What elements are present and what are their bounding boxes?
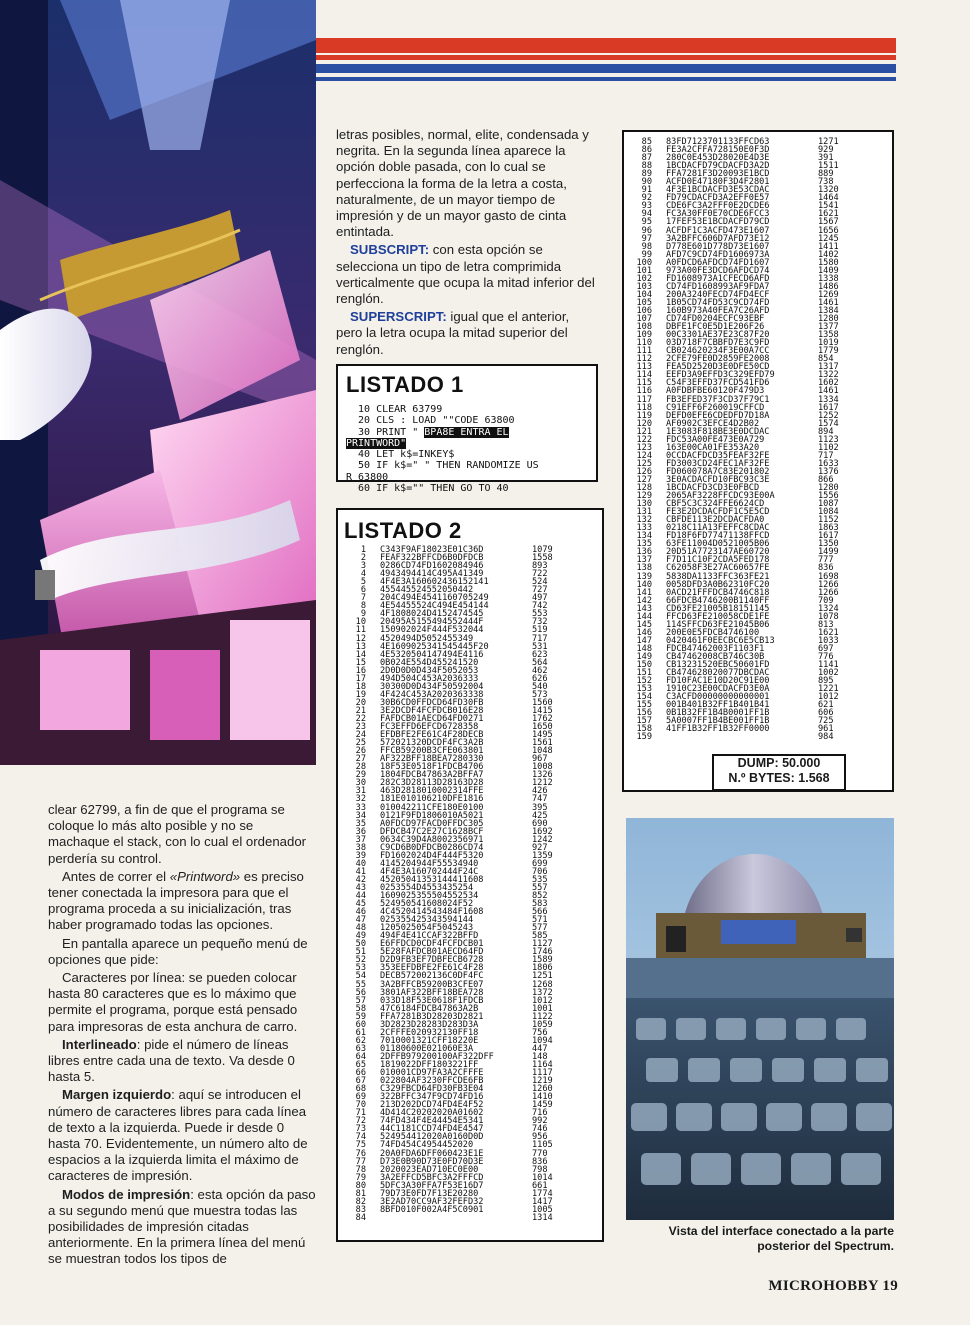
listing-row: 47 025355425343594144 571 bbox=[355, 915, 548, 926]
listing-row: 81 79D73E0FD7F13E20280 1774 bbox=[355, 1188, 553, 1199]
listing-row: 73 44C1181CCD74FD4E4547 746 bbox=[355, 1124, 548, 1135]
listing-row: 1 C343F9AF18023E01C36D 1079 bbox=[360, 545, 553, 555]
listado-2-box bbox=[336, 508, 604, 1242]
listing-row: 45 524950541608024F52 583 bbox=[355, 899, 548, 910]
listing-row: 35 A0FDCD97FACD0FFDC305 690 bbox=[355, 818, 548, 829]
listing-row: 9 4F1808024D4152474545 553 bbox=[360, 609, 548, 620]
photo-graphic bbox=[626, 818, 894, 1220]
listing-row: 149 CB47462008CB746C30B 776 bbox=[636, 652, 834, 662]
code-line: 60 IF k$="" THEN GO TO 40 bbox=[346, 483, 509, 495]
listing-row: 36 DFDCB47C2E27C1628BCF 1692 bbox=[355, 826, 553, 837]
listing-row: 67 022804AF3230FFCDE6FB 1219 bbox=[355, 1076, 553, 1087]
paragraph: Interlineado: pide el número de líneas libres entre cada una de texto. Va desde 0 hasta 5. bbox=[48, 1036, 295, 1085]
listing-row: 39 FD1602024D4F444F5320 1359 bbox=[355, 850, 553, 861]
listing-row: 126 FD060078A7C83E201802 1376 bbox=[636, 466, 839, 477]
listing-row: 151 CB474628020077DBCDAC 1002 bbox=[636, 668, 839, 679]
listing-row: 143 CD63FE21005B18151145 1324 bbox=[636, 603, 839, 614]
article-text-left bbox=[48, 802, 318, 1270]
listing-row: 5 4F4E3A160602436152141 524 bbox=[360, 577, 548, 588]
listing-row: 56 3801AF322BFF18BEA728 1372 bbox=[355, 987, 553, 998]
listing-row: 92 FD79CDACFD3A2EFF0E57 1464 bbox=[641, 193, 839, 204]
listado-1-box bbox=[336, 364, 598, 495]
magazine-name: MICROHOBBY bbox=[768, 1278, 879, 1294]
listing-row: 124 0CCDACFDCD35FEAF32FE 717 bbox=[636, 450, 834, 461]
listing-row: 129 2065AF3228FFCDC93E00A 1556 bbox=[636, 491, 839, 502]
listing-row: 87 280C0E453D28020E4D3E 391 bbox=[641, 153, 834, 164]
paragraph: SUBSCRIPT: con esta opción se selecciona un tipo de letra comprimida verticalmente que ocupa la mitad inferior del renglón. bbox=[336, 242, 595, 307]
listing-row: 27 AF322BFF18BEA7280330 967 bbox=[355, 754, 548, 765]
listing-row: 101 973A00FE3DCD6AFDCD74 1409 bbox=[636, 265, 839, 276]
listing-row: 66 010001CD97FA3A2CFFFE 1117 bbox=[355, 1068, 553, 1079]
dump-info-box bbox=[712, 754, 846, 791]
code-line: 30 PRINT " BPA8E ENTRA EL bbox=[346, 426, 509, 438]
listing-row: 41 4F4E3A160702444F24C 706 bbox=[355, 866, 548, 877]
listing-row: 139 5838DA1133FFC363FE21 1698 bbox=[636, 571, 839, 582]
listing-row: 75 74FD454C4954452020 1105 bbox=[355, 1140, 553, 1151]
listing-row: 125 FD3003CD24FEC1AF32FE 1633 bbox=[636, 458, 839, 469]
listing-row: 50 E6FFDCD0CDF4FCFDCB01 1127 bbox=[355, 939, 553, 950]
listing-row: 105 1B05CD74FD53C9CD74FD 1461 bbox=[636, 297, 839, 308]
listing-row: 86 FE3A2CFFA728150E0F3D 929 bbox=[641, 145, 834, 156]
listing-row: 113 FEA5D2520D3E0DFE50CD 1317 bbox=[636, 362, 839, 373]
page-number: 19 bbox=[882, 1278, 898, 1294]
listing-row: 83 8BFD010F002A4F5C0901 1005 bbox=[355, 1204, 553, 1215]
listing-row: 133 0218C11A13FEFFC8CDAC 1863 bbox=[636, 523, 839, 534]
listing-row: 3 0286CD74FD1602084946 893 bbox=[360, 561, 548, 572]
listing-row: 63 01180600E021060E3A 447 bbox=[355, 1043, 548, 1054]
listing-row: 80 5DFC3A30FFA7F53E16D7 661 bbox=[355, 1180, 548, 1191]
listing-row: 137 F7D11C10F2CDA5FED178 777 bbox=[636, 555, 834, 566]
listing-row: 43 0253554D4553435254 557 bbox=[355, 882, 548, 893]
listing-row: 79 3A2EFFCD5BFC3A2FFFCD 1014 bbox=[355, 1172, 553, 1183]
listing-row: 135 63FE11004D0521005B06 1350 bbox=[636, 539, 839, 550]
listing-row: 55 3A2BFFCB59200B3CFE07 1268 bbox=[355, 979, 553, 990]
listing-row: 152 FD10FAC1E10D20C91E00 895 bbox=[636, 676, 834, 687]
listing-row: 32 181E010106210DFE1816 747 bbox=[355, 794, 548, 805]
listing-row: 68 C329FBCD64FD30FB3E04 1260 bbox=[355, 1084, 553, 1095]
listing-row: 14 4E5320504147494E4116 623 bbox=[355, 649, 548, 660]
listing-row: 38 C9CD6B0DFDCB0286CD74 927 bbox=[355, 842, 548, 853]
listing-row: 37 0634C39D4A8002356971 1242 bbox=[355, 834, 553, 845]
listing-row: 109 00C3301AE37E23C87F20 1358 bbox=[636, 330, 839, 341]
listing-row: 33 010042211CFE180E0100 395 bbox=[355, 802, 548, 813]
spectrum-interface-photo bbox=[626, 818, 894, 1220]
listing-row: 77 D73E0B90D73E0FD70D3E 836 bbox=[355, 1156, 548, 1167]
listing-row: 141 0ACD21FFFDCB4746C818 1266 bbox=[636, 587, 839, 598]
listing-row: 49 494F4E41CCAF322BFFD 585 bbox=[355, 931, 548, 942]
listing-row: 145 114SFFCD63FE21045B06 813 bbox=[636, 619, 834, 630]
listing-row: 69 322BFFC347F9CD74FD16 1410 bbox=[355, 1092, 553, 1103]
listing-row: 8 4E54455524C494E454144 742 bbox=[360, 601, 548, 612]
listado-2-code-a bbox=[344, 546, 596, 1222]
listing-row: 96 ACFDF1C3ACFD473E1607 1656 bbox=[641, 225, 839, 236]
listing-row: 88 1BCDACFD79CDACFD3A2D 1511 bbox=[641, 161, 839, 172]
listing-row: 84 1314 bbox=[355, 1212, 553, 1223]
paragraph: Margen izquierdo: aquí se introducen el número de caracteres libres para cada línea de texto a la izquierda. Puede ir desde 0 hasta 70. Evidentemente, un número alto de espacios a la izquierda limita el máximo de caracteres de impresión. bbox=[48, 1087, 308, 1184]
listing-row: 127 3E0ACDACFD10FBC93C3E 866 bbox=[636, 474, 834, 485]
listing-row: 72 74FD434F4E44454E5341 992 bbox=[355, 1116, 548, 1127]
paragraph: Modos de impresión: esta opción da paso a su segundo menú que muestra todas las posibilidades de impresión citadas anteriormente. En la primera línea del menú se muestran todos los tipos de bbox=[48, 1186, 316, 1267]
listing-row: 132 CBFDE113E2DCDACFDA0 1152 bbox=[636, 515, 839, 526]
listing-row: 76 20A0FDA6DFF060423E1E 770 bbox=[355, 1148, 548, 1159]
listing-row: 54 DECB572002136C0DF4FC 1251 bbox=[355, 971, 553, 982]
listado-1-title: LISTADO 1 bbox=[346, 372, 464, 397]
code-line: 20 CLS : LOAD ""CODE 63800 bbox=[346, 415, 515, 427]
listing-row: 123 163E00CA01FE353A20 1102 bbox=[636, 442, 839, 453]
paragraph: letras posibles, normal, elite, condensada y negrita. En la segunda línea aparece la opción doble pasada, con lo cual se perfecciona la forma de la letra a costa, naturalmente, de un mayor tiempo de impresión y de un mayor gasto de cinta entintada. bbox=[336, 127, 589, 240]
listing-row: 17 494D504C453A2036333 626 bbox=[355, 673, 548, 684]
listing-row: 93 CDE6FC3A2FFF0E2DCDE6 1541 bbox=[641, 201, 839, 212]
listing-row: 82 3E2AD70CC9AF32FEFD32 1417 bbox=[355, 1196, 553, 1207]
article-text-middle bbox=[336, 127, 598, 360]
listing-row: 52 D2D9FB3EF7DBFECB6728 1589 bbox=[355, 955, 553, 966]
listing-row: 51 5E28FAFDCB01AECD64FD 1746 bbox=[355, 947, 553, 958]
bytes-label: N.º BYTES: 1.568 bbox=[728, 771, 830, 785]
listing-row: 104 200A3240FECD74FD4ECF 1269 bbox=[636, 289, 839, 300]
listing-row: 150 CB13231520EBC50601FD 1141 bbox=[636, 660, 839, 671]
listing-row: 103 CD74FD1608993AF9FDA7 1486 bbox=[636, 281, 839, 292]
listing-row: 74 524954412020A0160D0D 956 bbox=[355, 1132, 548, 1143]
listing-row: 28 18F53E0518F1FDCB4706 1008 bbox=[355, 762, 553, 773]
listing-row: 12 4520494D5052455349 717 bbox=[355, 633, 548, 644]
listing-row: 120 AF0902C3EFCE4D2B02 1574 bbox=[636, 418, 839, 429]
listado-2-title: LISTADO 2 bbox=[344, 518, 462, 543]
listing-row: 131 FE3E2DCDACFDF1C5E5CD 1084 bbox=[636, 507, 839, 518]
listing-row: 21 3E2DCDF4FCFDCB016E28 1415 bbox=[355, 705, 553, 716]
listing-row: 58 47C6184FDCB47863A2B 1001 bbox=[355, 1003, 553, 1014]
listing-row: 130 CBF5C3C324FFE6624CD 1087 bbox=[636, 499, 839, 510]
photo-caption: Vista del interface conectado a la parte posterior del Spectrum. bbox=[668, 1224, 894, 1253]
dump-label: DUMP: 50.000 bbox=[737, 756, 821, 770]
paragraph: Caracteres por línea: se pueden colocar hasta 80 caracteres que es lo máximo que permite el programa, porque está pensado para impresoras de esta anchura de carro. bbox=[48, 970, 298, 1034]
listing-row: 158 41FF1B32FF1B32FF0000 961 bbox=[636, 724, 834, 735]
listing-row: 102 FD1608973A1CFECD6AFD 1338 bbox=[636, 273, 839, 284]
paragraph: En pantalla aparece un pequeño menú de opciones que pide: bbox=[48, 935, 308, 967]
paragraph: SUPERSCRIPT: igual que el anterior, pero la letra ocupa la mitad superior del renglón. bbox=[336, 309, 570, 357]
listing-row: 64 2DFFB979200100AF322DFF 148 bbox=[355, 1051, 548, 1062]
listing-row: 156 0B1B32FF1B4B0001FF1B 606 bbox=[636, 708, 834, 719]
listing-row: 154 C3ACFD00000000000001 1012 bbox=[636, 692, 839, 703]
listing-row: 53 353EEFDBFE2FE61C4F28 1806 bbox=[355, 963, 553, 974]
listing-row: 112 2CFE79FE0D2859FE2008 854 bbox=[636, 354, 834, 365]
listing-row: 136 20D51A7723147AE60720 1499 bbox=[636, 547, 839, 558]
listing-row: 98 D778E601D778D73E1607 1411 bbox=[641, 241, 839, 252]
listing-row: 90 ACFD0E47180F3D4F2801 738 bbox=[641, 177, 834, 188]
listing-row: 23 FC3EFFD6EFCD6728358 1650 bbox=[355, 722, 553, 733]
listing-row: 138 C62058F3E27AC60657FE 836 bbox=[636, 563, 834, 574]
listing-row: 65 1819022DFF1803221FF 1164 bbox=[355, 1060, 553, 1070]
listing-row: 18 30300D0D434F50592004 540 bbox=[355, 681, 548, 692]
listing-row: 108 DBFE1FC0E5D1E206F26 1377 bbox=[636, 322, 839, 333]
listing-row: 13 4E1609025341545445F20 531 bbox=[355, 641, 548, 652]
listing-row: 157 5A0007FF1B4BE001FF1B 725 bbox=[636, 716, 834, 727]
listing-row: 59 FFA7281B3D28203D2821 1122 bbox=[355, 1011, 553, 1022]
listing-row: 71 4D414C20202020A01602 716 bbox=[355, 1108, 548, 1119]
listing-row: 142 66FDCB4746200B1140FF 709 bbox=[636, 595, 834, 606]
listing-row: 30 282C3D28113D28163D28 1212 bbox=[355, 778, 553, 789]
cover-illustration bbox=[0, 0, 316, 765]
listing-row: 31 463D2818010002314FFE 426 bbox=[355, 786, 548, 797]
listing-row: 140 0058DFD3A0B62310FC20 1266 bbox=[636, 579, 839, 590]
listing-row: 44 1609025355504552534 852 bbox=[355, 891, 548, 902]
listing-row: 15 0B024E554D455241520 564 bbox=[355, 657, 548, 668]
header-stripes bbox=[316, 38, 896, 86]
listing-row: 34 0121F9FD1806010A5021 425 bbox=[355, 810, 548, 821]
listing-row: 62 7010001321CFF18220E 1094 bbox=[355, 1035, 553, 1046]
listing-row: 19 4F424C453A2020363338 573 bbox=[355, 689, 548, 700]
listado-2-box-continued bbox=[622, 130, 894, 792]
listing-row: 115 C54F3EFFD37FCD541FD6 1602 bbox=[636, 378, 839, 389]
listing-row: 91 4F3E1BCDACFD3E53CDAC 1320 bbox=[641, 185, 839, 196]
listing-row: 110 03D718F7CBBFD7E3C9FD 1019 bbox=[636, 338, 839, 349]
listing-row: 155 001B401B32FF1B401B41 621 bbox=[636, 700, 834, 711]
listing-row: 6 455445524552050442 727 bbox=[360, 585, 548, 596]
code-line: R 63800 bbox=[346, 471, 389, 483]
code-line: 50 IF k$=" " THEN RANDOMIZE US bbox=[346, 460, 539, 472]
listing-row: 111 CB024620234F3E00A7CC 1779 bbox=[636, 346, 839, 357]
listing-row: 57 033D18F53E0618F1FDCB 1012 bbox=[355, 995, 553, 1006]
listing-row: 25 572021320DCDF4FC3A2B 1561 bbox=[355, 738, 553, 749]
listing-row: 20 30B6CD0FFDCD64FD30FB 1560 bbox=[355, 697, 553, 708]
listing-row: 122 FDC53A00FE473E0A729 1123 bbox=[636, 434, 839, 445]
listing-row: 61 2CFFFE020932130FF18 756 bbox=[355, 1027, 548, 1038]
listing-row: 100 A0FDCD6AFDCD74FD1607 1580 bbox=[636, 257, 839, 268]
page-footer bbox=[768, 1278, 898, 1295]
listing-row: 11 150902024F444F532044 519 bbox=[355, 625, 548, 636]
listing-row: 7 204C494E4541160705249 497 bbox=[360, 593, 548, 604]
listado-2-code-b bbox=[630, 138, 886, 742]
listing-row: 106 160B973A40FEA7C26AFD 1384 bbox=[636, 305, 839, 316]
listing-row: 16 2D0D0D0D434F5052053 462 bbox=[355, 665, 548, 676]
listing-row: 48 1205025054F5045243 577 bbox=[355, 923, 548, 934]
code-line: 40 LET k$=INKEY$ bbox=[346, 449, 455, 461]
listing-row: 85 83FD7123701133FFCD63 1271 bbox=[641, 137, 839, 147]
listado-1-code bbox=[346, 404, 588, 494]
listing-row: 2 FEAF322BFFCD6B0DFDCB 1558 bbox=[360, 553, 553, 564]
listing-row: 95 17FEF53E1BCDACFD79CD 1567 bbox=[641, 217, 839, 228]
listing-row: 146 200E0E5FDCB4746100 1621 bbox=[636, 627, 839, 638]
listing-row: 99 AFD7C9CD74FD1606973A 1402 bbox=[641, 249, 839, 260]
listing-row: 42 45205041353144411608 535 bbox=[355, 874, 548, 885]
abstract-art-graphic bbox=[0, 0, 316, 765]
listing-row: 94 FC3A30FF0E70CDE6FCC3 1621 bbox=[641, 209, 839, 220]
listing-row: 70 213D202DCD74FD4E4F52 1459 bbox=[355, 1100, 553, 1111]
code-line: 10 CLEAR 63799 bbox=[346, 404, 443, 415]
listing-row: 114 EEFD3A9EFFD3C329EFD79 1322 bbox=[636, 370, 839, 381]
listing-row: 46 4C4520414543484F1608 566 bbox=[355, 907, 548, 918]
listing-row: 117 FB3EFED37F3CD37F79C1 1334 bbox=[636, 394, 839, 405]
listing-row: 4 4943494414C495A41349 722 bbox=[360, 569, 548, 580]
listing-row: 26 FFCB59200B3CFE063801 1048 bbox=[355, 746, 553, 757]
listing-row: 24 EFDBFE2FE61C4F28DECB 1495 bbox=[355, 730, 553, 741]
paragraph: Antes de correr el «Printword» es preciso tener conectada la impresora para que el programa proceda a su inicialización, tras haber programado todas las opciones. bbox=[48, 868, 304, 933]
listing-row: 148 FDCB47462003F1103F1 697 bbox=[636, 643, 834, 654]
listing-row: 60 3D2823D28283D283D3A 1059 bbox=[355, 1019, 553, 1030]
listing-row: 118 C91EFF6F260019CFFCD 1617 bbox=[636, 402, 839, 413]
listing-row: 159 984 bbox=[636, 732, 834, 743]
listing-row: 40 4145204944F55534940 699 bbox=[355, 858, 548, 869]
listing-row: 144 FFCD63FE210058CDE1FE 1078 bbox=[636, 611, 839, 622]
listing-row: 10 20495A5155494552444F 732 bbox=[355, 617, 548, 628]
code-line: PRINTWORD" bbox=[346, 437, 407, 449]
listing-row: 29 1804FDCB47863A2BFFA7 1326 bbox=[355, 770, 553, 781]
listing-row: 134 FD18F6FD77471138FFCD 1617 bbox=[636, 531, 839, 542]
listing-row: 147 0420461F0EECBC6E5CB13 1033 bbox=[636, 635, 839, 646]
listing-row: 128 1BCDACFD3CD3E0FBCD 1280 bbox=[636, 483, 839, 494]
listing-row: 89 FFA7281F3D20093E1BCD 889 bbox=[641, 169, 834, 180]
paragraph: clear 62799, a fin de que el programa se coloque lo más alto posible y no se machaque el stack, con lo cual el ordenador perdería su control. bbox=[48, 802, 307, 866]
listing-row: 97 3A2BFFC606D7AFD73E12 1245 bbox=[641, 233, 839, 244]
listing-row: 116 A0FDBFBE60120F479D3 1461 bbox=[636, 386, 839, 397]
listing-row: 107 CD74FD0204ECFC93EBF 1280 bbox=[636, 314, 839, 325]
listing-row: 153 1910C23E00CDACFD3E0A 1221 bbox=[636, 684, 839, 695]
listing-row: 78 2020023EAD710EC0E00 798 bbox=[355, 1164, 548, 1175]
listing-row: 22 FAFDCB01AECD64FD0271 1762 bbox=[355, 713, 553, 724]
listing-row: 121 1E3083F818BE3E0DCDAC 894 bbox=[636, 426, 834, 437]
listing-row: 119 DEFD0EFE6CDEDFD7D18A 1252 bbox=[636, 410, 839, 421]
